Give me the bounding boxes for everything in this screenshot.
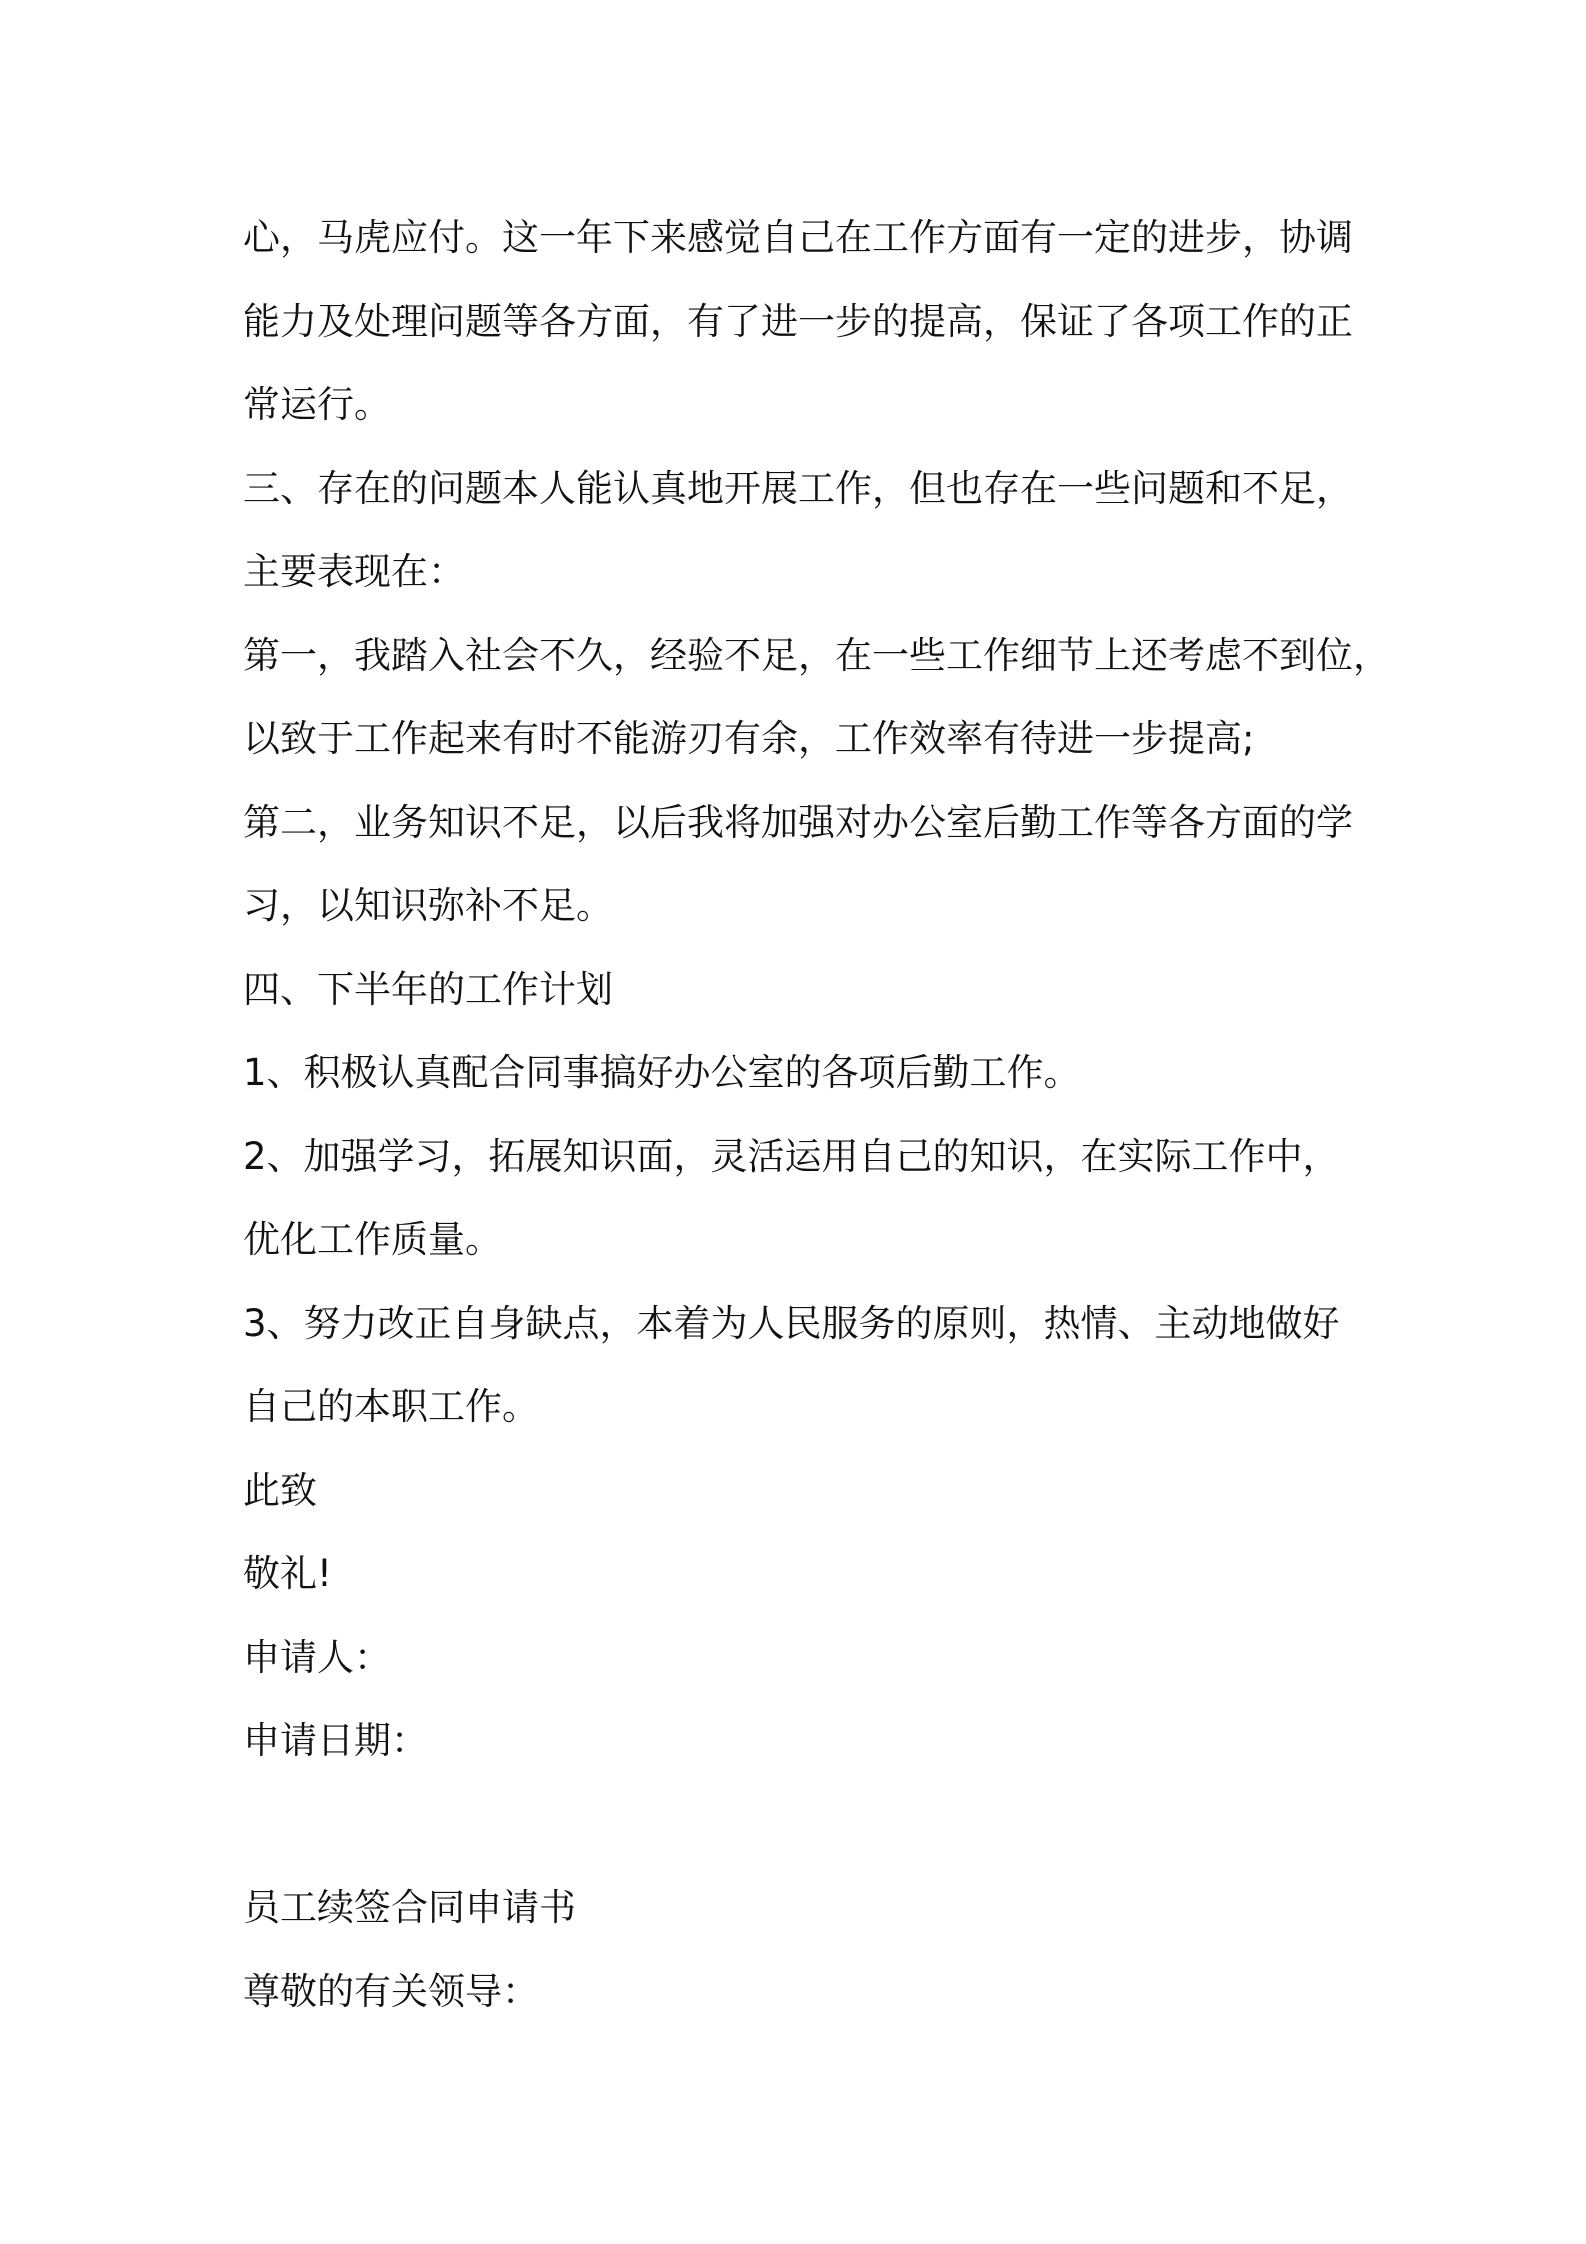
- text-line: 习，以知识弥补不足。: [243, 884, 613, 927]
- list-item: 2、加强学习，拓展知识面，灵活运用自己的知识，在实际工作中，: [243, 1134, 1340, 1178]
- application-date-label: 申请日期：: [243, 1719, 428, 1762]
- text-line: 能力及处理问题等各方面，有了进一步的提高，保证了各项工作的正: [243, 299, 1353, 343]
- section-heading: 三、存在的问题本人能认真地开展工作，但也存在一些问题和不足，: [243, 466, 1353, 510]
- section-heading: 四、下半年的工作计划: [243, 967, 613, 1011]
- text-line: 主要表现在：: [243, 550, 465, 593]
- closing-line: 此致: [243, 1468, 317, 1512]
- list-item: 3、努力改正自身缺点，本着为人民服务的原则，热情、主动地做好: [243, 1301, 1340, 1345]
- text-line: 常运行。: [243, 383, 391, 426]
- closing-line: 敬礼!: [243, 1552, 332, 1595]
- salutation: 尊敬的有关领导：: [243, 1969, 539, 2013]
- document-body: [243, 196, 1390, 2033]
- text-line: 第二，业务知识不足，以后我将加强对办公室后勤工作等各方面的学: [243, 800, 1353, 844]
- text-line: 优化工作质量。: [243, 1218, 502, 1261]
- blank-gap: [243, 1783, 1363, 1867]
- text-line: 自己的本职工作。: [243, 1385, 539, 1428]
- applicant-label: 申请人：: [243, 1635, 391, 1679]
- text-line: 心，马虎应付。这一年下来感觉自己在工作方面有一定的进步，协调: [243, 216, 1353, 259]
- list-item: 1、积极认真配合同事搞好办公室的各项后勤工作。: [243, 1051, 1081, 1094]
- text-line: 第一，我踏入社会不久，经验不足，在一些工作细节上还考虑不到位，: [243, 633, 1390, 677]
- document-title: 员工续签合同申请书: [243, 1886, 576, 1929]
- text-line: 以致于工作起来有时不能游刃有余，工作效率有待进一步提高;: [243, 717, 1255, 760]
